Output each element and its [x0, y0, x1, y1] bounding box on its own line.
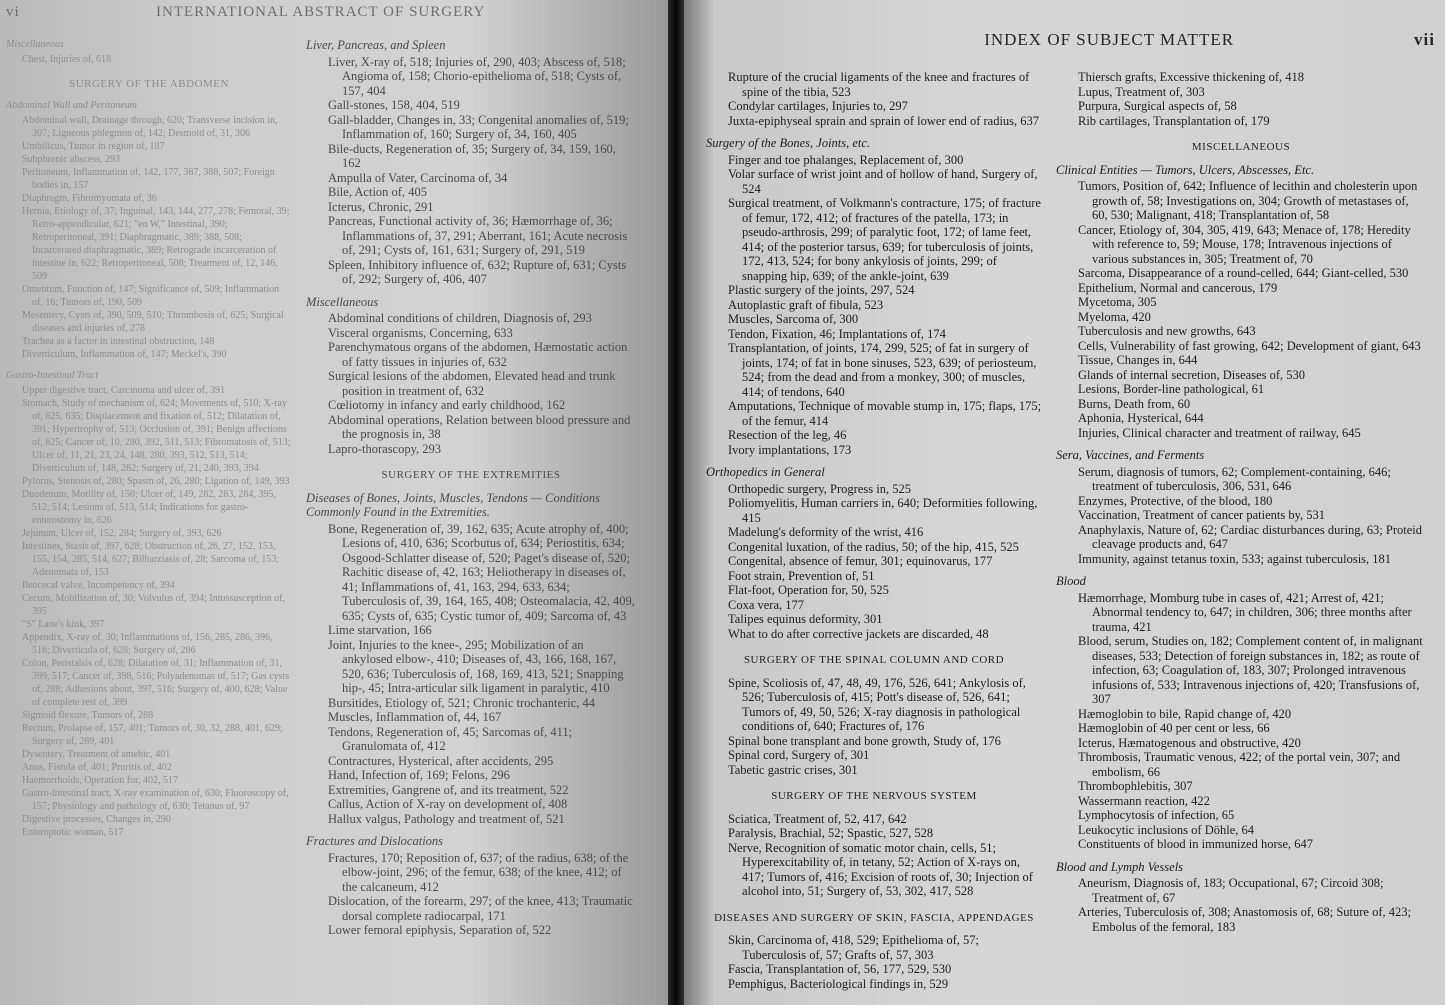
index-entry: Volar surface of wrist joint and of hollow of hand, Surgery of, 524 [728, 167, 1038, 196]
index-entry: Sigmoid flexure, Tumors of, 288 [22, 710, 154, 721]
index-entry: Arteries, Tuberculosis of, 308; Anastomosis of, 68; Suture of, 423; Embolus of the femoral, 183 [1078, 905, 1411, 934]
index-entry: Tendons, Regeneration of, 45; Sarcomas of, 411; Granulomata of, 412 [328, 724, 573, 753]
subsection-heading: Blood [1056, 574, 1086, 588]
index-entry: Epithelium, Normal and cancerous, 179 [1078, 280, 1278, 295]
index-entry: Vaccination, Treatment of cancer patients by, 531 [1078, 508, 1326, 522]
index-entry: Upper digestive tract, Carcinoma and ulcer of, 391 [22, 385, 225, 396]
index-entry: Diaphragm, Fibromyomata of, 36 [22, 193, 157, 204]
index-entry: Glands of internal secretion, Diseases of, 530 [1078, 367, 1306, 382]
index-entry: Tissue, Changes in, 644 [1078, 353, 1198, 367]
index-entry: Thrombosis, Traumatic venous, 422; of the portal vein, 307; and embolism, 66 [1078, 750, 1401, 779]
subsection-heading: Sera, Vaccines, and Ferments [1056, 448, 1205, 462]
subsection-heading: Orthopedics in General [706, 465, 825, 479]
index-entry: Skin, Carcinoma of, 418, 529; Epithelioma of, 57; Tuberculosis of, 57; Grafts of, 57, 303 [728, 933, 980, 962]
index-entry: Bursitides, Etiology of, 521; Chronic trochanteric, 44 [328, 695, 595, 710]
index-entry: Spine, Scoliosis of, 47, 48, 49, 176, 526, 641; Ankylosis of, 526; Tuberculosis of, 415; Pott's disease of, 526, 641; Tumors of, 49, 50, 526; X-ray diagnosis in pathological conditions of, 640; Fractures of, 176 [728, 675, 1026, 733]
index-entry: Sciatica, Treatment of, 52, 417, 642 [728, 811, 907, 826]
index-entry: Fractures, 170; Reposition of, 637; of the radius, 638; of the elbow-joint, 296; of the femur, 638; of the knee, 412; of the calcaneum, 412 [328, 850, 629, 894]
left-running-head [6, 4, 648, 30]
index-entry: Lesions, Border-line pathological, 61 [1078, 382, 1265, 396]
section-heading: SURGERY OF THE ABDOMEN [69, 78, 229, 90]
index-entry: Foot strain, Prevention of, 51 [728, 568, 875, 583]
subsection-heading: Miscellaneous [6, 39, 64, 50]
index-entry: Subphrenic abscess, 293 [22, 154, 121, 165]
index-entry: Anus, Fistula of, 401; Pruritis of, 402 [22, 762, 172, 773]
index-entry: Icterus, Hæmatogenous and obstructive, 420 [1078, 735, 1301, 750]
index-entry: Intestines, Stasis of, 397, 628; Obstruction of, 26, 27, 152, 153, 155, 154, 285, 514, 627; Bilharziasis of, 28; Sarcoma of, 153; Adenomata of, 153 [22, 541, 280, 578]
index-entry: Fascia, Transplantation of, 56, 177, 529, 530 [728, 962, 952, 976]
index-entry: Sarcoma, Disappearance of a round-celled, 644; Giant-celled, 530 [1078, 266, 1409, 280]
subsection-heading: Diseases of Bones, Joints, Muscles, Tendons — Conditions Commonly Found in the Extremities. [306, 490, 600, 519]
subsection-heading: Fractures and Dislocations [306, 834, 444, 848]
index-entry: Abdominal conditions of children, Diagnosis of, 293 [328, 311, 592, 325]
right-index-column-2 [1056, 70, 1426, 991]
index-entry: Pemphigus, Bacteriological findings in, 529 [728, 976, 949, 991]
left-page [0, 0, 668, 1005]
section-heading: DISEASES AND SURGERY OF SKIN, FASCIA, APPENDAGES [714, 911, 1034, 924]
index-entry: Hæmoglobin of 40 per cent or less, 66 [1078, 721, 1270, 735]
index-entry: Paralysis, Brachial, 52; Spastic, 527, 528 [728, 826, 934, 840]
index-entry: Spinal cord, Surgery of, 301 [728, 748, 870, 762]
index-entry: Parenchymatous organs of the abdomen, Hæmostatic action of fatty tissues in injuries of, 632 [328, 340, 628, 369]
index-entry: Tuberculosis and new growths, 643 [1078, 324, 1256, 338]
index-entry: Trachea as a factor in intestinal obstruction, 148 [22, 336, 215, 347]
index-entry: Dysentery, Treatment of amebic, 401 [22, 749, 171, 760]
index-entry: Tendon, Fixation, 46; Implantations of, 174 [728, 326, 946, 341]
index-entry: Tumors, Position of, 642; Influence of lecithin and cholesterin upon growth of, 58; Investigations on, 304; Growth of metastases of, 60, 530; Malignant, 418; Transplantation of, 58 [1078, 179, 1418, 222]
index-entry: Purpura, Surgical aspects of, 58 [1078, 99, 1237, 113]
index-entry: Tabetic gastric crises, 301 [728, 762, 858, 777]
index-entry: Hæmorrhage, Momburg tube in cases of, 421; Arrest of, 421; Abnormal tendency to, 647; in children, 306; three months after trauma, 421 [1078, 590, 1412, 634]
index-entry: Muscles, Sarcoma of, 300 [728, 312, 859, 326]
index-entry: Callus, Action of X-ray on development of, 408 [328, 797, 568, 811]
index-entry: Surgical treatment, of Volkmann's contracture, 175; of fracture of femur, 172, 412; of fractures of the patella, 173; in pseudo-arthrosis, 299; of paralytic foot, 172; of lame feet, 414; of the posterior tarsus, 639; for tuberculosis of joints, 172, 413, 524; for bony ankylosis of joints, 299; of snapping hip, 639; of the ankle-joint, 639 [728, 196, 1041, 283]
index-entry: Gall-stones, 158, 404, 519 [328, 98, 460, 112]
index-entry: Lupus, Treatment of, 303 [1078, 84, 1205, 99]
index-entry: Myeloma, 420 [1078, 309, 1151, 324]
index-entry: Juxta-epiphyseal sprain and sprain of lower end of radius, 637 [728, 113, 1040, 128]
right-running-title: INDEX OF SUBJECT MATTER [984, 30, 1235, 49]
index-entry: Serum, diagnosis of tumors, 62; Complement-containing, 646; treatment of tuberculosis, 306, 531, 646 [1078, 464, 1391, 493]
left-index-column-2 [306, 30, 636, 938]
index-entry: Cells, Vulnerability of fast growing, 642; Development of giant, 643 [1078, 338, 1421, 353]
index-entry: Lapro-thorascopy, 293 [328, 441, 442, 456]
index-entry: Pylorus, Stenosis of, 280; Spasm of, 26, 280; Ligation of, 149, 393 [22, 476, 290, 487]
index-entry: Anaphylaxis, Nature of, 62; Cardiac disturbances during, 63; Proteid cleavage products and, 647 [1078, 522, 1423, 551]
index-entry: Rectum, Prolapse of, 157, 401; Tumors of, 30, 32, 288, 401, 629; Surgery of, 289, 401 [22, 723, 283, 747]
index-entry: Cœliotomy in infancy and early childhood, 162 [328, 398, 566, 412]
index-entry: Gall-bladder, Changes in, 33; Congenital anomalies of, 519; Inflammation of, 160; Surgery of, 34, 160, 405 [328, 112, 629, 141]
section-heading: MISCELLANEOUS [1191, 141, 1291, 153]
index-entry: Duodenum, Motility of, 150; Ulcer of, 149, 282, 283, 284, 395, 512, 514; Lesions of, 513, 514; Indications for gastro-enterostomy in, 626 [22, 489, 276, 526]
index-entry: Flat-foot, Operation for, 50, 525 [728, 583, 889, 597]
index-entry: Diverticulum, Inflammation of, 147; Meckel's, 390 [22, 349, 227, 360]
index-entry: Ileocecal valve, Incompetency of, 394 [22, 580, 175, 591]
index-entry: Peritoneum, Inflammation of, 142, 177, 387, 388, 507; Foreign bodies in, 157 [22, 167, 275, 191]
index-entry: Dislocation, of the forearm, 297; of the knee, 413; Traumatic dorsal complete radiocarpal, 171 [328, 894, 633, 923]
index-entry: Thrombophlebitis, 307 [1078, 779, 1193, 793]
index-entry: Cecum, Mobilization of, 30; Volvulus of, 394; Intussusception of, 395 [22, 593, 285, 617]
index-entry: Bile-ducts, Regeneration of, 35; Surgery of, 34, 159, 160, 162 [328, 141, 616, 170]
index-entry: Plastic surgery of the joints, 297, 524 [728, 283, 915, 297]
subsection-heading: Gastro-Intestinal Tract [6, 370, 99, 381]
index-entry: Leukocytic inclusions of Döhle, 64 [1078, 822, 1255, 837]
index-entry: Abdominal operations, Relation between blood pressure and the prognosis in, 38 [328, 412, 631, 441]
index-entry: Nerve, Recognition of somatic motor chain, cells, 51; Hyperexcitability of, in tetany, 52; Action of X-rays on, 417; Tumors of, 416; Excision of roots of, 30; Injection of alcohol into, 51; Surgery of, 53, 302, 417, 528 [728, 840, 1033, 898]
index-entry: Blood, serum, Studies on, 182; Complement content of, in malignant diseases, 533; Detection of foreign substances in, 182; as route of infection, 63; Coagulation of, 183, 307; Prolonged intravenous infusions of, 533; Intravenous injections of, 420; Transfusions of, 307 [1078, 634, 1423, 706]
index-entry: Aneurism, Diagnosis of, 183; Occupational, 67; Circoid 308; Treatment of, 67 [1078, 876, 1384, 905]
index-entry: Madelung's deformity of the wrist, 416 [728, 525, 924, 539]
index-entry: Colon, Peristalsis of, 628; Dilatation of, 31; Inflammation of, 31, 399, 517; Cancer of, 398, 516; Polyadenomas of, 517; Gas cysts of, 288; Adhesions about, 397, 516; Surgery of, 400, 628; Value of complete rest of, 399 [22, 658, 290, 708]
index-entry: Mycetoma, 305 [1078, 295, 1157, 309]
subsection-heading: Clinical Entities — Tumors, Ulcers, Abscesses, Etc. [1056, 162, 1315, 177]
index-entry: Enteroptotic woman, 517 [22, 827, 124, 838]
index-entry: Pancreas, Functional activity of, 36; Hæmorrhage of, 36; Inflammations of, 37, 291; Aberrant, 161; Acute necrosis of, 291; Cysts of, 161, 631; Surgery of, 291, 519 [328, 214, 628, 257]
index-entry: Constituents of blood in immunized horse, 647 [1078, 837, 1314, 851]
subsection-heading: Miscellaneous [306, 294, 379, 309]
right-index-column-1 [706, 70, 1056, 991]
book-gutter [668, 0, 684, 1005]
index-entry: Haemorrhoids, Operation for, 402, 517 [22, 775, 178, 786]
index-entry: Burns, Death from, 60 [1078, 396, 1191, 411]
index-entry: What to do after corrective jackets are discarded, 48 [728, 626, 989, 641]
index-entry: Chest, Injuries of, 618 [22, 54, 112, 65]
index-entry: Ivory implantations, 173 [728, 442, 852, 457]
index-entry: Cancer, Etiology of, 304, 305, 419, 643; Menace of, 178; Heredity with reference to, 59; Mouse, 178; Intravenous injections of various substances in, 305; Treatment of, 70 [1078, 222, 1411, 266]
index-entry: Bone, Regeneration of, 39, 162, 635; Acute atrophy of, 400; Lesions of, 410, 636; Scorbutus of, 634; Periostitis, 634; Osgood-Schlatter disease of, 520; Paget's disease of, 520; Rachitic disease of, 42, 163; Heliotherapy in diseases of, 41; Inflammations of, 41, 163, 294, 633, 634; Tuberculosis of, 39, 164, 165, 408; Osteomalacia, 42, 409, 635; Cysts of, 635; Cystic tumor of, 409; Sarcoma of, 43 [328, 521, 635, 623]
index-entry: Bile, Action of, 405 [328, 185, 427, 199]
index-entry: Injuries, Clinical character and treatment of railway, 645 [1078, 425, 1361, 440]
subsection-heading: Abdominal Wall and Peritoneum [6, 100, 138, 111]
section-heading: SURGERY OF THE SPINAL COLUMN AND CORD [743, 654, 1005, 666]
index-entry: Abdominal wall, Drainage through, 620; Transverse incision in, 307; Ligneous phlegmon of, 142; Desmoid of, 31, 306 [22, 115, 278, 139]
index-entry: Muscles, Inflammation of, 44, 167 [328, 710, 502, 724]
index-entry: Rupture of the crucial ligaments of the knee and fractures of spine of the tibia, 523 [728, 70, 1030, 99]
index-entry: Aphonia, Hysterical, 644 [1078, 411, 1204, 425]
index-entry: Stomach, Study of mechanism of, 624; Movements of, 510; X-ray of, 625, 635; Displacement and fixation of, 512; Dilatation of, 391; Hypertrophy of, 513; Occlusion of, 391; Benign affections of, 625; Cancer of, 10, 280, 392, 511, 513; Fibromatosis of, 513; Ulcer of, 11, 21, 23, 24, 148, 280, 393, 512, 513, 514; Diverticulum of, 148, 282; Surgery of, 21, 240, 393, 394 [22, 398, 291, 474]
index-entry: Lime starvation, 166 [328, 623, 432, 637]
index-entry: Icterus, Chronic, 291 [328, 199, 434, 214]
index-entry: Appendix, X-ray of, 30; Inflammations of, 156, 285, 286, 396, 516; Diverticula of, 628; Surgery of, 286 [22, 632, 273, 656]
index-entry: Congenital luxation, of the radius, 50; of the hip, 415, 525 [728, 539, 1019, 554]
index-entry: Gastro-intestinal tract, X-ray examination of, 630; Fluoroscopy of, 157; Physiology and pathology of, 630; Tetanus of, 97 [22, 788, 289, 812]
right-page-number: vii [1414, 30, 1435, 49]
index-entry: Resection of the leg, 46 [728, 428, 847, 442]
index-entry: Omentum, Function of, 147; Significance of, 509; Inflammation of, 16; Tumors of, 190, 509 [22, 284, 280, 308]
index-entry: Lymphocytosis of infection, 65 [1078, 808, 1235, 822]
index-entry: Extremities, Gangrene of, and its treatment, 522 [328, 782, 569, 797]
index-entry: Immunity, against tetanus toxin, 533; against tuberculosis, 181 [1078, 551, 1392, 566]
index-entry: Amputations, Technique of movable stump in, 175; flaps, 175; of the femur, 414 [728, 399, 1042, 428]
left-page-number: vi [6, 4, 20, 20]
index-entry: Lower femoral epiphysis, Separation of, 522 [328, 923, 552, 937]
index-entry: Thiersch grafts, Excessive thickening of, 418 [1078, 70, 1304, 84]
index-entry: Talipes equinus deformity, 301 [728, 612, 883, 626]
index-entry: Joint, Injuries to the knee-, 295; Mobilization of an ankylosed elbow-, 410; Diseases of, 43, 166, 168, 167, 520, 636; Tuberculosis of, 168, 169, 413, 521; Snapping hip-, 45; Intra-articular silk ligament in paralytic, 410 [328, 637, 624, 695]
index-entry: Orthopedic surgery, Progress in, 525 [728, 481, 911, 496]
index-entry: Visceral organisms, Concerning, 633 [328, 325, 513, 340]
index-entry: Liver, X-ray of, 518; Injuries of, 290, 403; Abscess of, 518; Angioma of, 158; Chorio-epithelioma of, 518; Cysts of, 157, 404 [328, 54, 626, 98]
index-entry: Hand, Infection of, 169; Felons, 296 [328, 768, 510, 782]
index-entry: Surgical lesions of the abdomen, Elevated head and trunk position in treatment of, 632 [328, 369, 616, 398]
index-entry: Umbilicus, Tumor in region of, 187 [22, 141, 165, 152]
section-heading: SURGERY OF THE EXTREMITIES [381, 469, 561, 481]
index-entry: Spleen, Inhibitory influence of, 632; Rupture of, 631; Cysts of, 292; Surgery of, 406, 407 [328, 257, 627, 286]
right-page [684, 0, 1445, 1005]
index-entry: Transplantation, of joints, 174, 299, 525; of fat in surgery of joints, 174; of fat in bone sinuses, 523, 639; of periosteum, 524; from the dead and from a monkey, 300; of muscles, 414; of tendons, 640 [728, 341, 1037, 399]
index-entry: Jejunum, Ulcer of, 152, 284; Surgery of, 393, 626 [22, 528, 222, 539]
index-entry: Wassermann reaction, 422 [1078, 793, 1210, 808]
index-entry: Spinal bone transplant and bone growth, Study of, 176 [728, 733, 1001, 748]
left-index-column-1 [6, 30, 306, 938]
index-entry: Hernia, Etiology of, 37; Inguinal, 143, 144, 277, 278; Femoral, 39; Retro-appendicular, 621; "en W," Intestinal, 390; Retroperitoneal, 391; Diaphragmatic, 389; 388, 508; Incarcerated diaphragmatic, 389; Retrograde incarceration of intestine in, 622; Retroperitoneal, 508; Treatment of, 12, 146, 509 [22, 206, 290, 282]
index-entry: Finger and toe phalanges, Replacement of, 300 [728, 152, 964, 167]
index-entry: Enzymes, Protective, of the blood, 180 [1078, 493, 1273, 508]
index-entry: Autoplastic graft of fibula, 523 [728, 297, 884, 312]
index-entry: Hallux valgus, Pathology and treatment of, 521 [328, 811, 565, 826]
subsection-heading: Surgery of the Bones, Joints, etc. [706, 136, 871, 150]
subsection-heading: Liver, Pancreas, and Spleen [306, 38, 446, 52]
index-entry: Mesentery, Cysts of, 390, 509, 510; Thrombosis of, 625; Surgical diseases and injuries of, 278 [22, 310, 284, 334]
index-entry: "S" Lane's kink, 397 [22, 619, 105, 630]
index-entry: Hæmoglobin to bile, Rapid change of, 420 [1078, 706, 1292, 721]
subsection-heading: Blood and Lymph Vessels [1056, 859, 1184, 874]
index-entry: Rib cartilages, Transplantation of, 179 [1078, 113, 1270, 128]
index-entry: Condylar cartilages, Injuries to, 297 [728, 99, 908, 113]
index-entry: Congenital, absence of femur, 301; equinovarus, 177 [728, 554, 993, 568]
index-entry: Ampulla of Vater, Carcinoma of, 34 [328, 170, 508, 185]
index-entry: Coxa vera, 177 [728, 597, 805, 612]
index-entry: Poliomyelitis, Human carriers in, 640; Deformities following, 415 [728, 496, 1038, 525]
left-running-title: INTERNATIONAL ABSTRACT OF SURGERY [156, 4, 486, 20]
right-running-head [706, 30, 1435, 70]
index-entry: Contractures, Hysterical, after accidents, 295 [328, 753, 554, 768]
index-entry: Digestive processes, Changes in, 290 [22, 814, 171, 825]
section-heading: SURGERY OF THE NERVOUS SYSTEM [771, 790, 977, 802]
